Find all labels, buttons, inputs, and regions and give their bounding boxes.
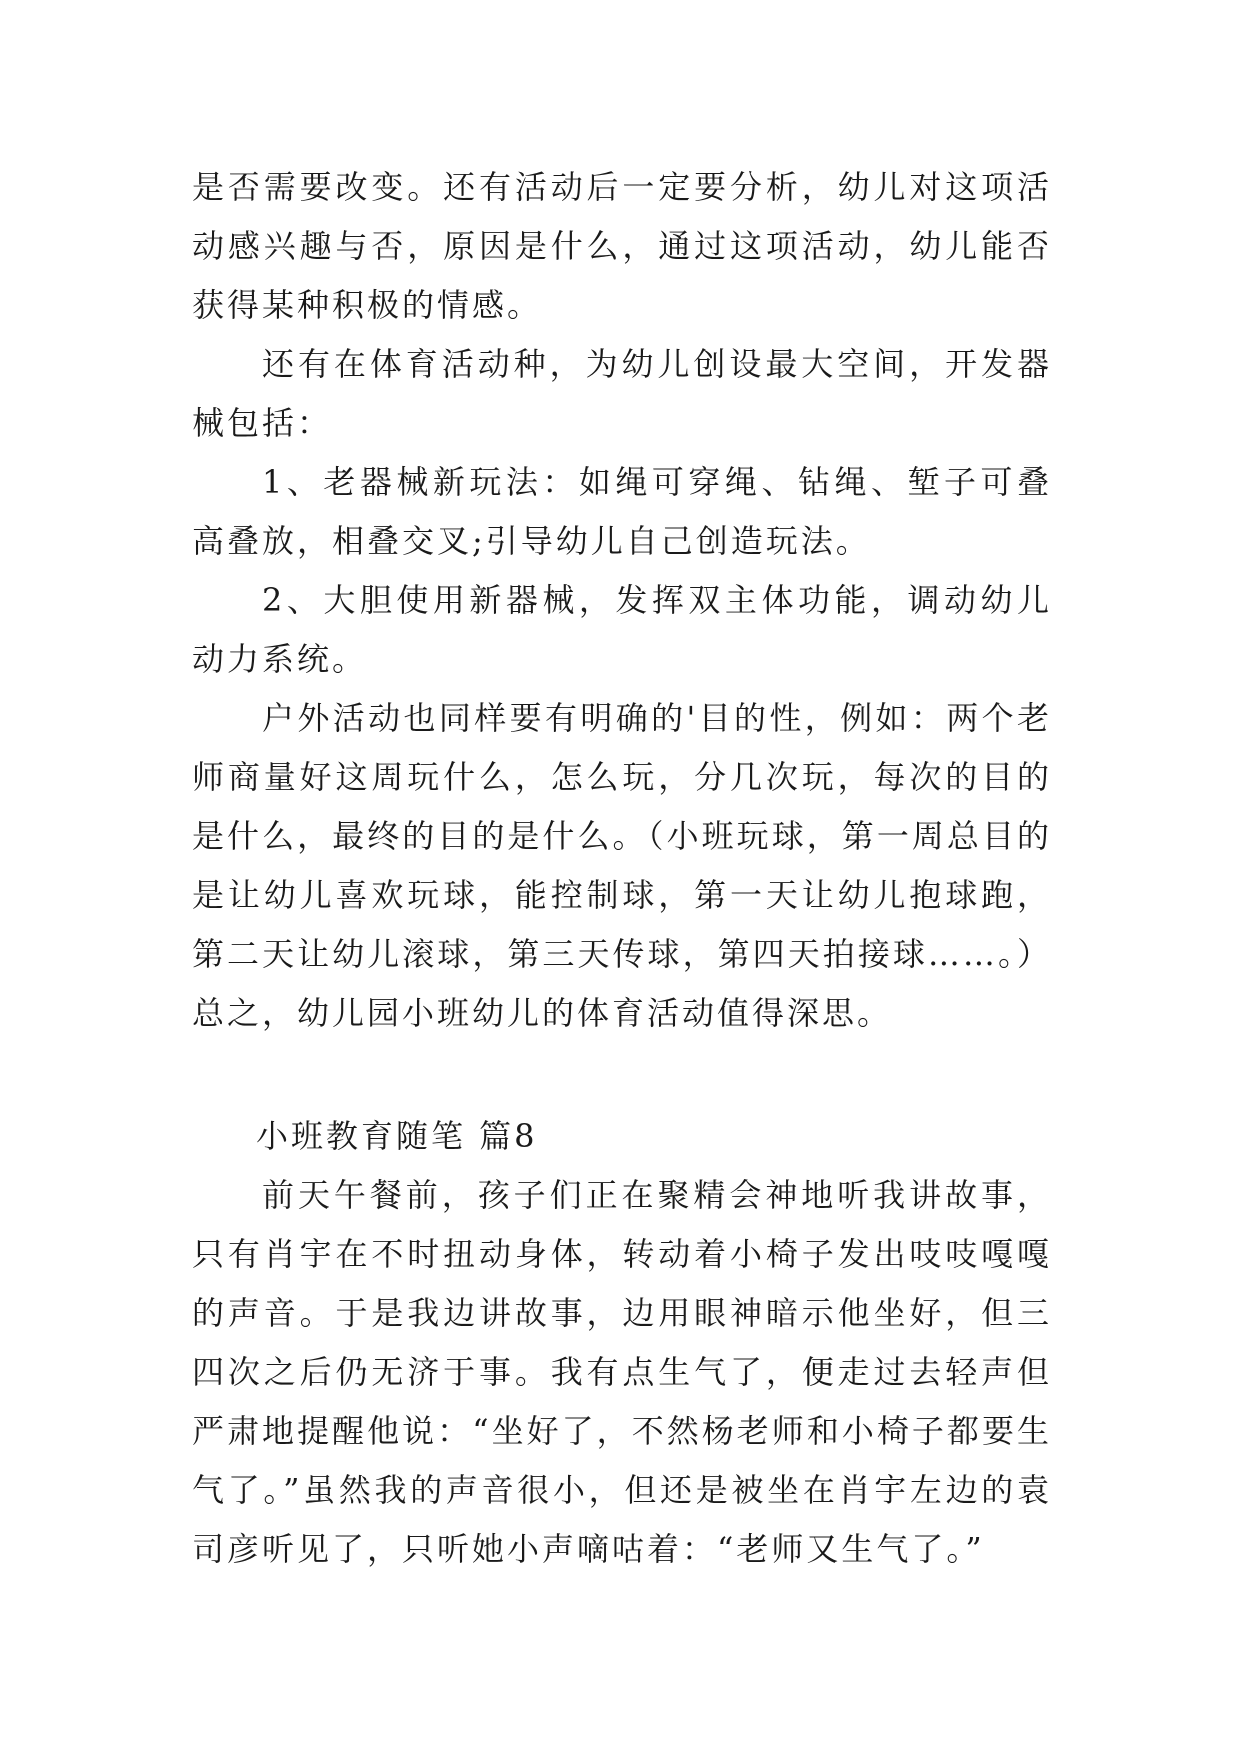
paragraph-2: 还有在体育活动种，为幼儿创设最大空间，开发器械包括： [192, 345, 1052, 442]
paragraph-4: 2、大胆使用新器械，发挥双主体功能，调动幼儿动力系统。 [192, 581, 1052, 678]
paragraph-3: 1、老器械新玩法：如绳可穿绳、钻绳、堑子可叠高叠放，相叠交叉;引导幼儿自己创造玩法。 [192, 463, 1052, 560]
section-heading: 小班教育随笔 篇8 [256, 1117, 538, 1155]
paragraph-6: 前天午餐前，孩子们正在聚精会神地听我讲故事，只有肖宇在不时扭动身体，转动着小椅子发出吱吱嘎嘎的声音。于是我边讲故事，边用眼神暗示他坐好，但三四次之后仍无济于事。我有点生气了，便走过去轻声但严肃地提醒他说：“坐好了，不然杨老师和小椅子都要生气了。”虽然我的声音很小，但还是被坐在肖宇左边的袁司彦听见了，只听她小声嘀咕着：“老师又生气了。” [192, 1176, 1052, 1568]
paragraph-5: 户外活动也同样要有明确的'目的性，例如：两个老师商量好这周玩什么，怎么玩，分几次玩，每次的目的是什么，最终的目的是什么。（小班玩球，第一周总目的是让幼儿喜欢玩球，能控制球，第一天让幼儿抱球跑，第二天让幼儿滚球，第三天传球，第四天拍接球……。）总之，幼儿园小班幼儿的体育活动值得深思。 [192, 699, 1052, 1032]
document-body [192, 158, 1052, 1579]
section-spacer [192, 1043, 1052, 1107]
paragraph-1: 是否需要改变。还有活动后一定要分析，幼儿对这项活动感兴趣与否，原因是什么，通过这项活动，幼儿能否获得某种积极的情感。 [192, 168, 1052, 324]
